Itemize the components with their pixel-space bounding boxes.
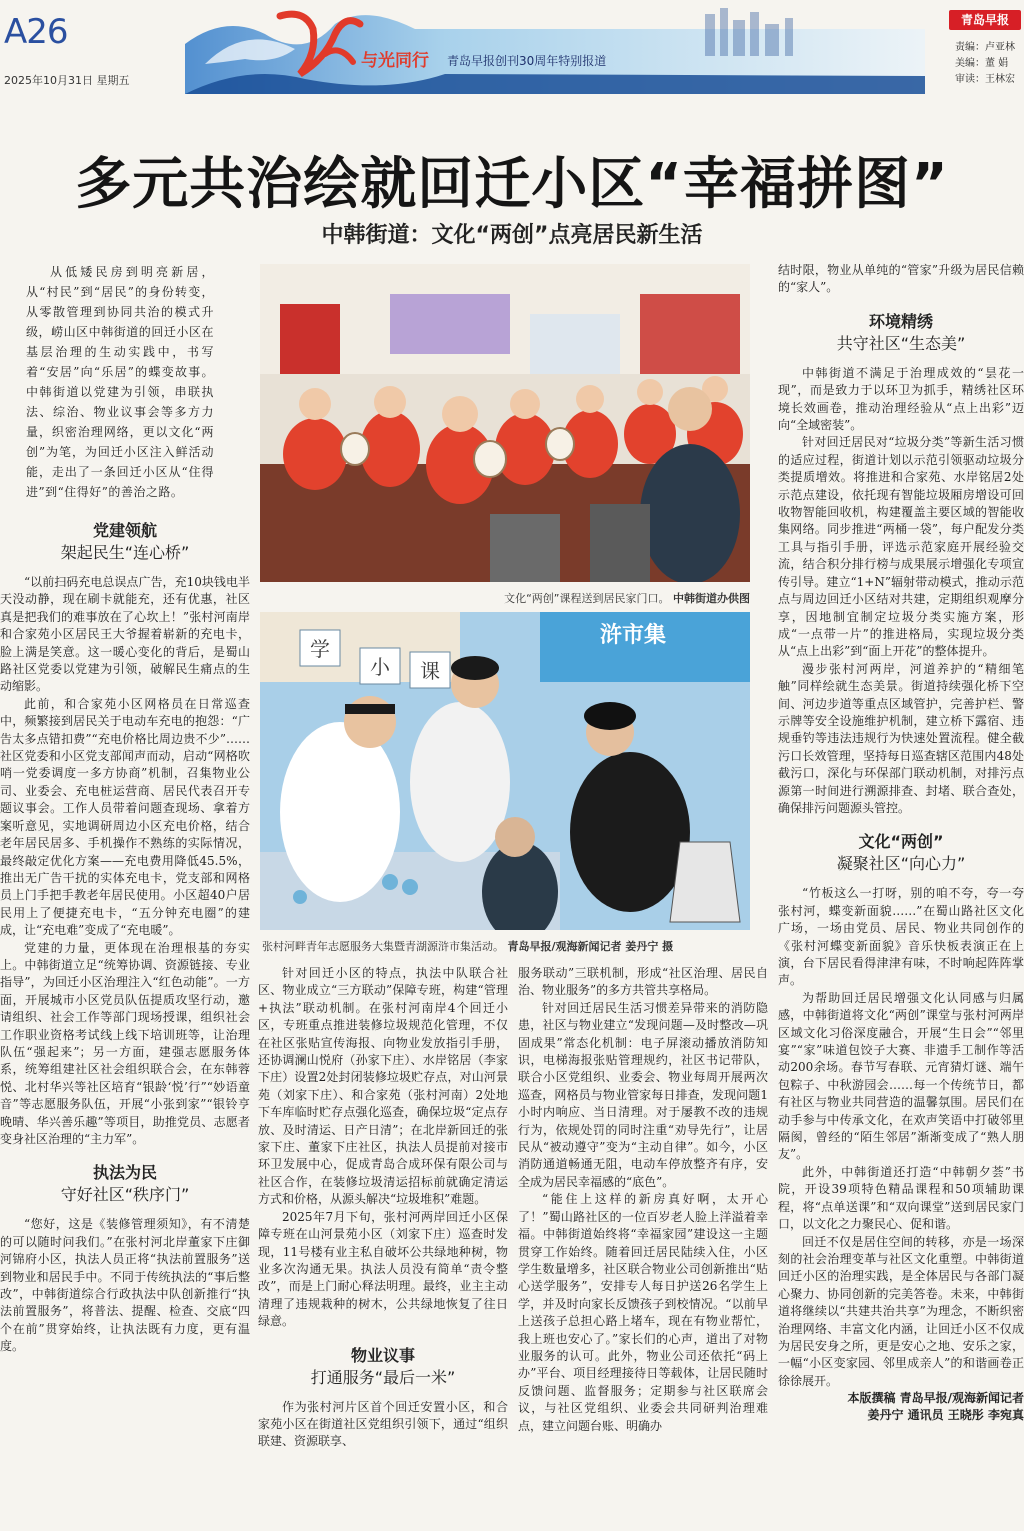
section-heading-environment — [778, 311, 1024, 355]
section-title: 守好社区“秩序门” — [60, 1185, 190, 1205]
article-column-3 — [518, 965, 768, 1527]
paragraph: 服务联动”三联机制，形成“社区治理、居民自治、物业服务”的多方共管共享格局。 — [518, 966, 768, 998]
paragraph: “能住上这样的新房真好啊，太开心了！”蜀山路社区的一位百岁老人脸上洋溢着幸福。中韩街道始终将“幸福家园”建设这一主题贯穿工作始终。随着回迁居民陆续入住，小区学生数量增多，社区联合物业公司创新推出“贴心送学服务”，安排专人每日护送26名学生上学，并及时向家长反馈孩子到校情况。“以前早上送孩子总担心路上堵车，现在有物业帮忙，我上班也安心了。”家长们的心声，道出了对物业服务的认可。此外，物业公司还依托“码上办”平台、项目经理接待日等载体，让居民随时反馈问题、监督服务；定期参与社区联席会议，与社区党组织、业委会共同研判治理难点，建立问题台账、明确办 — [518, 1192, 768, 1433]
section-title: 打通服务“最后一米” — [310, 1367, 456, 1387]
credit-proofreader: 审读：王林宏 — [955, 74, 1015, 85]
section-banner — [185, 4, 925, 94]
caption-credit: 青岛早报/观海新闻记者 姜丹宁 摄 — [507, 940, 674, 953]
page-header — [0, 0, 1024, 100]
banner-title: 与光同行 — [361, 51, 429, 71]
paragraph: 结时限，物业从单纯的“管家”升级为居民信赖的“家人”。 — [778, 263, 1024, 295]
issue-date: 2025年10月31日 星期五 — [4, 74, 130, 87]
paragraph: 为帮助回迁居民增强文化认同感与归属感，中韩街道将文化“两创”课堂与张村河两岸区域文化习俗深度融合，开展“生日会”“邻里宴”“家”味道包饺子大赛、非遗手工制作等活动200余场。春节写春联、元宵猜灯谜、端午包粽子、中秋游园会……每一个传统节日，都有社区与物业共同营造的温馨氛围。居民们在动手参与中传承文化，在欢声笑语中打破邻里隔阂，曾经的“陌生邻居”渐渐变成了“熟人朋友”。 — [778, 990, 1024, 1162]
banner-subtitle: 青岛早报创刊30周年特别报道 — [447, 54, 607, 68]
article-column-4 — [778, 262, 1024, 1527]
section-heading-property — [258, 1345, 508, 1389]
article-column-2 — [258, 965, 508, 1527]
banner-wave-graphic — [185, 4, 925, 94]
photo-volunteer-market — [260, 612, 750, 930]
paragraph: 作为张村河片区首个回迁安置小区，和合家苑小区在街道社区党组织引领下，通过“组织联建、资源联享、 — [258, 1399, 508, 1449]
caption-credit: 中韩街道办供图 — [673, 592, 750, 605]
article-column-1 — [0, 262, 250, 1527]
photo-volunteer-market-image — [260, 612, 750, 930]
caption-text: 张村河畔青年志愿服务大集暨青湖源浒市集活动。 — [262, 940, 504, 953]
photo-caption-1 — [460, 590, 750, 606]
sign-char: 小 — [370, 655, 390, 679]
paragraph: 漫步张村河两岸，河道养护的“精细笔触”同样绘就生态美景。街道持续强化桥下空间、河边步道等重点区域管护，完善护栏、警示牌等安全设施维护机制，建立桥下露宿、违规垂钓等违法违规行为快速处置流程。健全截污口长效管理，坚持每日巡查辖区范围内48处截污口，深化与环保部门联动机制，对排污点源第一时间进行溯源排查、封堵、联合查处，确保排污问题源头管控。 — [778, 661, 1024, 815]
caption-text: 文化“两创”课程送到居民家门口。 — [504, 592, 670, 605]
byline-line: 本版撰稿 青岛早报/观海新闻记者 — [847, 1391, 1024, 1406]
paragraph: 回迁不仅是居住空间的转移，亦是一场深刻的社会治理变革与社区文化重塑。中韩街道回迁小区的治理实践，是全体居民与各部门凝心聚力、协同创新的完美答卷。未来，中韩街道将继续以“共建共治共享”为理念，不断织密治理网络、丰富文化内涵，让回迁小区不仅成为居民安身之所，更是安心之地、安乐之家，一幅“小区变家园、邻里成亲人”的和谐画卷正徐徐展开。 — [778, 1234, 1024, 1388]
section-kicker: 环境精绣 — [868, 311, 933, 331]
lead-paragraph: 从低矮民房到明亮新居，从“村民”到“居民”的身份转变，从零散管理到协同共治的模式升级，崂山区中韩街道的回迁小区在基层治理的生动实践中，书写着“安居”向“乐居”的蝶变故事。中韩街道以党建为引领，串联执法、综治、物业议事会等多方力量，织密治理网络，更以文化“两创”为笔，为回迁小区注入鲜活动能，走出了一条回迁小区从“住得进”到“住得好”的善治之路。 — [26, 265, 214, 499]
newspaper-logo: 青岛早报 — [949, 10, 1021, 30]
section-title: 凝聚社区“向心力” — [836, 854, 966, 874]
paragraph: “您好，这是《装修管理须知》，有不清楚的可以随时问我们。”在张村河北岸董家下庄御河锦府小区，执法人员正将“执法前置服务”送到物业和居民手中。不同于传统执法的“事后整改”，中韩街道综合行政执法中队创新推行“执法前置服务”，将普法、提醒、检查、交底“四个在前”贯穿始终，让执法既有力度，更有温度。 — [0, 1217, 250, 1354]
photo-culture-class — [260, 264, 750, 582]
paragraph: 针对回迁小区的特点，执法中队联合社区、物业成立“三方联动”保障专班，构建“管理+执法”联动机制。在张村河南岸4个回迁小区，专班重点推进装修垃圾规范化管理，不仅在社区张贴宣传海报、向物业发放指引手册，还协调澜山悦府（孙家下庄）、水岸铭居（李家下庄）设置2处封闭装修垃圾贮存点，对山河景苑（刘家下庄）、和合家苑（张村河南）2处地下车库临时贮存点强化巡查，确保垃圾“定点存放、及时清运、日产日清”；在北岸新回迁的张家下庄、董家下庄社区，执法人员提前对接市环卫发展中心，促成青岛合成环保有限公司与社区合作，在装修垃圾清运招标前就确定清运方式和价格，从源头解决“垃圾堆积”难题。 — [258, 966, 508, 1207]
photo-culture-class-image — [260, 264, 750, 582]
section-kicker: 文化“两创” — [858, 832, 944, 852]
paragraph: 针对回迁居民对“垃圾分类”等新生活习惯的适应过程，街道计划以示范引领驱动垃圾分类提质增效。将推进和合家苑、水岸铭居2处示范点建设，依托现有智能垃圾厢房增设可回收物智能回收机，构建覆盖主要区域的智能收集网络。同步推进“两桶一袋”，每户配发分类工具与指引手册，评选示范家庭开展经验交流，结合积分排行榜与成果展示增强化专项宣传引导。建立“1+N”辐射带动模式，推动示范点与周边回迁小区结对共建，定期组织观摩分享，因地制宜制定垃圾分类实施方案，形成“一点带一片”的推进格局，实现垃圾分类从“点上出彩”到“面上开花”的整体提升。 — [778, 435, 1024, 659]
market-banner-text: 浒市集 — [600, 623, 667, 648]
paragraph: “竹板这么一打呀，别的咱不夸，夸一夸张村河，蝶变新面貌……”在蜀山路社区文化广场，一场由党员、居民、物业共同创作的《张村河蝶变新面貌》音乐快板表演正在上演，台下居民看得津津有味，不时响起阵阵掌声。 — [778, 886, 1024, 988]
credit-designer: 美编：董 娟 — [955, 58, 1009, 69]
sign-char: 课 — [420, 659, 440, 683]
paragraph: 党建的力量，更体现在治理根基的夯实上。中韩街道立足“统筹协调、资源链接、专业指导”，为回迁小区治理注入“红色动能”。一方面，开展城市小区党员队伍提质攻坚行动，邀请组织、社会工作等部门现场授课，组织社会工作职业资格考试线上线下培训班等，让治理队伍“强起来”；另一方面，建强志愿服务体系，统筹组建社区社会组织联合会，在东韩蓉悦、北村华兴等社区培育“银龄‘悦’行”“妙语童音”等志愿服务队伍，开展“小张到家”“银铃亨晚晴、华兴善乐趣”等项目，助推党员、志愿者变身社区治理的“主力军”。 — [0, 940, 250, 1146]
section-title: 架起民生“连心桥” — [60, 543, 190, 562]
sign-char: 学 — [310, 637, 330, 661]
paragraph: 2025年7月下旬，张村河两岸回迁小区保障专班在山河景苑小区（刘家下庄）巡查时发现，11号楼有业主私自破坏公共绿地种树，物业多次沟通无果。执法人员没有简单“责令整改”，而是上门耐心释法明理。最终，业主主动清理了违规栽种的树木，公共绿地恢复了往日绿意。 — [258, 1209, 508, 1329]
section-kicker: 物业议事 — [350, 1345, 415, 1365]
photo-caption-2 — [262, 938, 752, 954]
paragraph: 此外，中韩街道还打造“中韩朝夕荟”书院，开设39项特色精品课程和50项辅助课程，将“点单送课”和“双向课堂”送到居民家门口，以文化之力聚民心、促和谐。 — [778, 1164, 1024, 1232]
section-heading-enforcement — [0, 1162, 250, 1206]
sub-headline: 中韩街道：文化“两创”点亮居民新生活 — [321, 223, 703, 248]
article-byline — [778, 1390, 1024, 1424]
editor-credits — [955, 40, 1015, 88]
paragraph: 中韩街道不满足于治理成效的“昙花一现”，而是致力于以环卫为抓手，精绣社区环境长效画卷，推动治理经验从“点上出彩”迈向“全域密装”。 — [778, 365, 1024, 433]
byline-line: 姜丹宁 通讯员 王晓彤 李宛真 — [867, 1408, 1024, 1423]
paragraph: “以前扫码充电总误点广告，充10块钱电半天没动静，现在刷卡就能充，还有优惠，社区真是把我们的难事放在了心坎上！”张村河南岸和合家苑小区居民王大爷握着崭新的充电卡，脸上满是笑意。这一暖心变化的背后，是蜀山路社区党委以党建为引领，破解民生痛点的生动缩影。 — [0, 575, 250, 694]
section-title: 共守社区“生态美” — [836, 333, 966, 353]
section-kicker: 执法为民 — [92, 1163, 157, 1183]
section-heading-party — [0, 520, 250, 564]
page-number: A26 — [4, 12, 68, 52]
paragraph: 此前，和合家苑小区网格员在日常巡查中，频繁接到居民关于电动车充电的抱怨：“广告太多点错扣费”“充电价格比周边贵不少”……社区党委和小区党支部闻声而动，启动“网格吹哨一党委调度一多方协商”机制，召集物业公司、业委会、充电桩运营商、居民代表召开专题议事会。工作人员带着问题查现场、拿着方案听意见，实地调研周边小区充电价格，结合老年居民居多、手机操作不熟练的实际情况，最终敲定优化方案——充电费用降低45.5%，推出无广告干扰的实体充电卡，党支部和网格员上门手把手教老年居民使用。小区超40户居民用上了便捷充电卡，“五分钟充电圈”的建成，让“充电难”变成了“充电暖”。 — [0, 696, 250, 938]
section-kicker: 党建领航 — [92, 521, 157, 540]
paragraph: 针对回迁居民生活习惯差异带来的消防隐患，社区与物业建立“发现问题—及时整改—巩固成果”常态化机制：电子屏滚动播放消防知识，电梯海报张贴管理规约，社区书记带队，联合小区党组织、业委会、物业每周开展两次巡查，网格员与物业管家每日排查，发现问题1小时内响应、当日清理。对于屡教不改的违规行为，依规处罚的同时注重“劝导先行”，让居民从“被动遵守”变为“主动自律”。如今，小区消防通道畅通无阻，电动车停放整齐有序，安全成为居民幸福感的“底色”。 — [518, 1000, 768, 1189]
credit-editor: 责编：卢亚林 — [955, 42, 1015, 53]
main-headline: 多元共治绘就回迁小区“幸福拼图” — [75, 152, 949, 217]
section-heading-culture — [778, 831, 1024, 875]
